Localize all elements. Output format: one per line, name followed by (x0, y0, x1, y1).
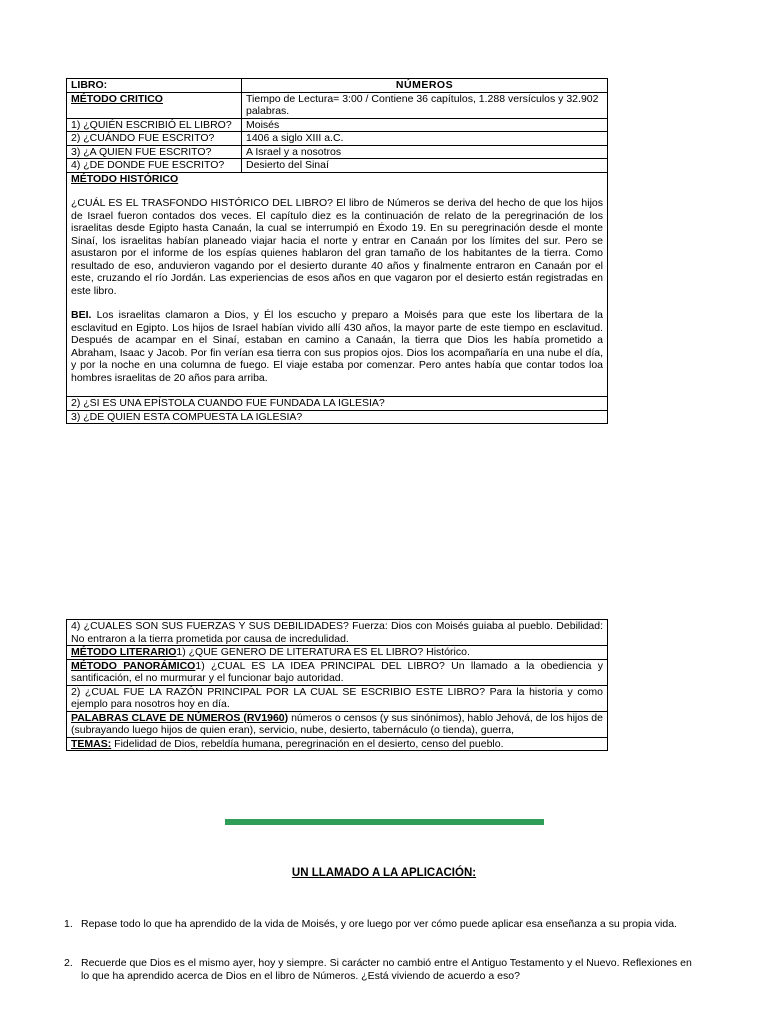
bei-text: Los israelitas clamaron a Dios, y Él los escucho y preparo a Moisés para que este los libertara de la esclavitud en Egipto. Los hijos de Israel habían vivido allí 430 años, la mayor parte de este tiempo en esclavitud. Después de acampar en el Sinaí, estaban en camino a Canaán, la tierra que Dios les había prometido a Abraham, Isaac y Jacob. Por fin verían esa tierra con sus propios ojos. Dios los acompañaría en una nube el día, y por la noche en una columna de fuego. El viaje estaba por comenzar. Pero antes había que contar todos loa hombres israelitas de 20 años para arriba. (71, 309, 603, 384)
list-item (64, 918, 694, 931)
list-number: 1. (64, 918, 73, 930)
question-row (67, 132, 608, 146)
question-row (67, 159, 608, 173)
fuerzas-text: 4) ¿CUALES SON SUS FUERZAS Y SUS DEBILIDADES? Fuerza: Dios con Moisés guiaba al pueblo. Debilidad: No entraron a la tierra prometida por causa de incredulidad. (67, 620, 608, 646)
question-answer: 1406 a siglo XIII a.C. (242, 132, 608, 146)
panoramico-label: MÉTODO PANORÁMICO (71, 659, 196, 672)
bei-label: BEI. (71, 309, 92, 321)
study-table-continued (66, 619, 608, 751)
question-label: 1) ¿QUIÉN ESCRIBIÓ EL LIBRO? (67, 118, 242, 132)
question-row (67, 397, 608, 411)
metodo-critico-value: Tiempo de Lectura= 3:00 / Contiene 36 capítulos, 1.288 versículos y 32.902 palabras. (242, 92, 608, 118)
question-label: 4) ¿DE DONDE FUE ESCRITO? (67, 159, 242, 173)
panoramico-row (67, 659, 608, 685)
temas-cell (67, 737, 608, 751)
question-label: 3) ¿A QUIEN FUE ESCRITO? (67, 145, 242, 159)
epistola-question: 2) ¿SI ES UNA EPÍSTOLA CUANDO FUE FUNDADA LA IGLESIA? (67, 397, 608, 411)
panoramico-cell (67, 659, 608, 685)
fuerzas-row (67, 620, 608, 646)
question-answer: Moisés (242, 118, 608, 132)
question-row (67, 118, 608, 132)
razon-row (67, 685, 608, 711)
study-table (66, 78, 608, 424)
literario-label: MÉTODO LITERARIO (71, 646, 177, 658)
palabras-clave-text: números o censos (y sus sinónimos), hablo Jehová, de los hijos de (subrayando luego hijos de quien eran), servicio, nube, desierto, tabernáculo (o tienda), guerra, (71, 711, 603, 736)
palabras-clave-label: PALABRAS CLAVE DE NÚMEROS (RV1960) (71, 711, 289, 724)
list-number: 2. (64, 957, 73, 969)
metodo-critico-row (67, 92, 608, 118)
literario-text: 1) ¿QUE GENERO DE LITERATURA ES EL LIBRO? Histórico. (176, 646, 470, 658)
application-title: UN LLAMADO A LA APLICACIÓN: (291, 867, 477, 879)
libro-label: LIBRO: (67, 79, 242, 93)
book-title: NÚMEROS (242, 79, 608, 93)
question-row (67, 145, 608, 159)
question-answer: A Israel y a nosotros (242, 145, 608, 159)
metodo-historico-cell (67, 172, 608, 397)
razon-text: 2) ¿CUAL FUE LA RAZÓN PRINCIPAL POR LA CUAL SE ESCRIBIO ESTE LIBRO? Para la historia y como ejemplo para nosotros hoy en día. (67, 685, 608, 711)
header-row (67, 79, 608, 93)
list-text: Repase todo lo que ha aprendido de la vida de Moisés, y ore luego por ver cómo puede aplicar esa enseñanza a su propia vida. (81, 918, 677, 930)
question-answer: Desierto del Sinaí (242, 159, 608, 173)
bei-paragraph (71, 309, 603, 384)
list-item (64, 957, 694, 983)
palabras-clave-row (67, 711, 608, 737)
metodo-critico-label: MÉTODO CRITICO (67, 92, 242, 118)
temas-row (67, 737, 608, 751)
palabras-clave-cell (67, 711, 608, 737)
literario-row (67, 646, 608, 660)
temas-text: Fidelidad de Dios, rebeldía humana, peregrinación en el desierto, censo del pueblo. (111, 737, 504, 750)
iglesia-question: 3) ¿DE QUIEN ESTA COMPUESTA LA IGLESIA? (67, 410, 608, 424)
metodo-historico-label: MÉTODO HISTÓRICO (71, 172, 179, 185)
panoramico-text: 1) ¿CUAL ES LA IDEA PRINCIPAL DEL LIBRO? Un llamado a la obediencia y santificación, el no murmurar y el funcionar bajo autoridad. (71, 659, 603, 684)
literario-cell (67, 646, 608, 660)
list-text: Recuerde que Dios es el mismo ayer, hoy y siempre. Si carácter no cambió entre el Antiguo Testamento y el Nuevo. Reflexiones en lo que ha aprendido acerca de Dios en el libro de Números. ¿Está viviendo de acuerdo a eso? (81, 957, 692, 982)
trasfondo-paragraph: ¿CUÁL ES EL TRASFONDO HISTÓRICO DEL LIBRO? El libro de Números se deriva del hecho de que los hijos de Israel fueron contados dos veces. El capítulo diez es la continuación de relato de la peregrinación de los israelitas desde Egipto hasta Canaán, la cual se interrumpió en Éxodo 19. En su peregrinación desde el monte Sinaí, los israelitas habían planeado viajar hacia el norte y entrar en Canaán por los límites del sur. Pero se asustaron por el informe de los espías quienes hablaron del gran tamaño de los habitantes de la tierra. Como resultado de eso, anduvieron vagando por el desierto durante 40 años y finalmente entraron en Canaán por el este, cruzando el río Jordán. Las experiencias de esos años en que vagaron por el desierto están registradas en este libro. (71, 197, 603, 297)
green-divider (225, 819, 544, 825)
temas-label: TEMAS: (71, 737, 112, 750)
metodo-historico-row (67, 172, 608, 397)
question-row (67, 410, 608, 424)
question-label: 2) ¿CUÁNDO FUE ESCRITO? (67, 132, 242, 146)
